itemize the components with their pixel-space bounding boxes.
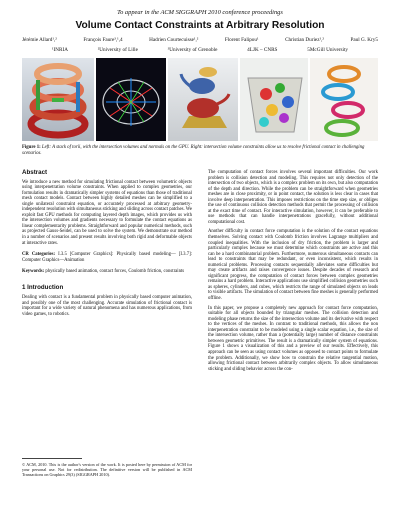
caption-label: Figure 1: [22,145,41,150]
body-paragraph: Another difficulty in contact force computation is the solution of the contact equations themselves. Solving contact with Coulomb friction involves Lagrange multipliers and coupled inequalities. With the inclusion of dry friction, the problem is larger and particularly complex because we must determine which constraints are active and this can be a hard combinatorial problem. Furthermore, numerous simultaneous contacts can lead to constraints that may be redundant, or even inconsistent, which results in numerical problems. Processing contacts sequentially alleviates some difficulties but may create artifacts and raises convergence issues. Despite decades of research and significant progress, the computation of contact forces between complex geometries remains a hard problem. Interactive applications use simplified collision geometries such as spheres, cylinders, and cubes, which restricts the range of simulated objects on leads to visible artifacts. The simulation of contact between fine meshes is generally performed offline. [208,229,378,302]
body-paragraph: The computation of contact forces involves several important difficulties. Our work problem is collision detection and modeling. This requires not only detection of the intersection of two objects, which is a complex problem on its own, but also computation of the depth and direction. While the problem can be straightforward when geometries meshes are in close proximity, or in point contact, the solution is less clear in cases that involve deep interpenetration. This imposes restrictions on the time step size, or obliges the use of continuous collision detection methods that permit the processing of collision at the exact time of contact. For interactive simulation, however, it can be preferable to use methods that can handle interpenetrations gracefully, without additional computational cost. [208,170,378,225]
affiliation: 4LJK – CNRS [247,47,278,53]
figure-caption [22,145,378,156]
caption-text: Left: A stack of torii, with the intersection volumes and normals on the GPU. Right: intersection volume constraints allow us to resolve frictional contact in challenging scenarios. [22,145,365,156]
intersection-normals-image [96,58,166,141]
author: Paul G. Kry5 [350,37,378,43]
author: Jérémie Allard¹,² [22,37,57,43]
teapot-scene-image [168,58,238,141]
abstract-heading: Abstract [22,169,48,176]
paper-title: Volume Contact Constraints at Arbitrary Resolution [75,20,325,31]
bucket-scene-image [240,58,308,141]
body-paragraph: In this paper, we propose a completely new approach for contact force computation, suitable for all objects bounded by triangular meshes. The collision detection and modeling phase returns the size of the intersection volume and its derivative with respect to the vertices of the meshes. In contrast to traditional methods, this allows the non interpenetration constraint to be modeled using a single scalar equation, i.e., the size of the intersection volume, rather than a (potentially large) number of distance constraints between geometric primitives. The result is a dramatically simpler system of equations. Figure 1 shows a visualization of this and a preview of our results. Effectively, this approach can be seen as using contact volumes as opposed to contact points to formulate the problem. Additionally, we show how to constrain the relative tangential motion, allowing frictional contact between arbitrarily complex objects. To allow simultaneous sticking and sliding behavior across the con- [208,305,378,372]
author-list [22,37,378,43]
author: François Faure³,¹,4 [83,37,123,43]
author: Christian Duriez¹,² [285,37,324,43]
copyright-notice: © ACM, 2010. This is the author's version of the work. It is posted here by permission of ACM for your personal use. Not for redistribution. The definitive version will be published in ACM Transactions on Graphics 29(3) (SIGGRAPH 2010). [22,462,192,477]
author: Florent Falipou¹ [224,37,259,43]
abstract-body: We introduce a new method for simulating frictional contact between volumetric objects using interpenetration volume constraints. When applied to complex geometries, our formulation results in dramatically simpler systems of equations than those of traditional mesh contact models. Contact between highly detailed meshes can be simplified to a single unilateral constraint equation, or accurately processed at arbitrary geometry-independent resolution with simultaneous sticking and sliding across contact patches. We exploit fast GPU methods for computing layered depth images, which provides us with the intersection volumes and gradients necessary to formulate the contact equations as linear complementarity problems. Straightforward and popular numerical methods, such as projected Gauss-Seidel, can be used to solve the system. We demonstrate our method in a number of scenarios and present results involving both rigid and deformable objects at interactive rates. [22,179,192,246]
affiliation: ³University of Grenoble [167,47,218,53]
keywords [22,269,192,275]
author: Hadrien Courtecuisse¹,² [149,37,199,43]
cr-categories [22,252,192,263]
right-column [208,170,378,376]
intro-heading: 1 Introduction [22,283,64,291]
keywords-label: Keywords: [22,269,45,275]
affiliation: ²University of Lille [97,47,138,53]
torus-stack-image [22,58,94,141]
left-column [22,170,192,317]
affiliation: 5McGill University [307,47,348,53]
teaser-figure [22,58,378,141]
cr-label: CR Categories: [22,252,56,258]
footnote-rule [22,458,82,459]
venue-header: To appear in the ACM SIGGRAPH 2010 conference proceedings [117,9,283,16]
cr-text: I.3.5 [Computer Graphics]: Physically based modeling— [I.3.7]: Computer Graphics—Animation [22,252,193,263]
intro-body: Dealing with contact is a fundamental problem in physically based computer animation, and possibly one of the most challenging. Accurate simulation of frictional contact is important for a wide variety of natural phenomena and has numerous applications, from video games, to robotics. [22,295,192,317]
affiliation-list [22,47,378,53]
deformable-links-image [310,58,378,141]
affiliation: ¹INRIA [52,47,68,53]
keywords-text: physically based animation, contact forces, Coulomb friction, constraints [45,269,185,275]
